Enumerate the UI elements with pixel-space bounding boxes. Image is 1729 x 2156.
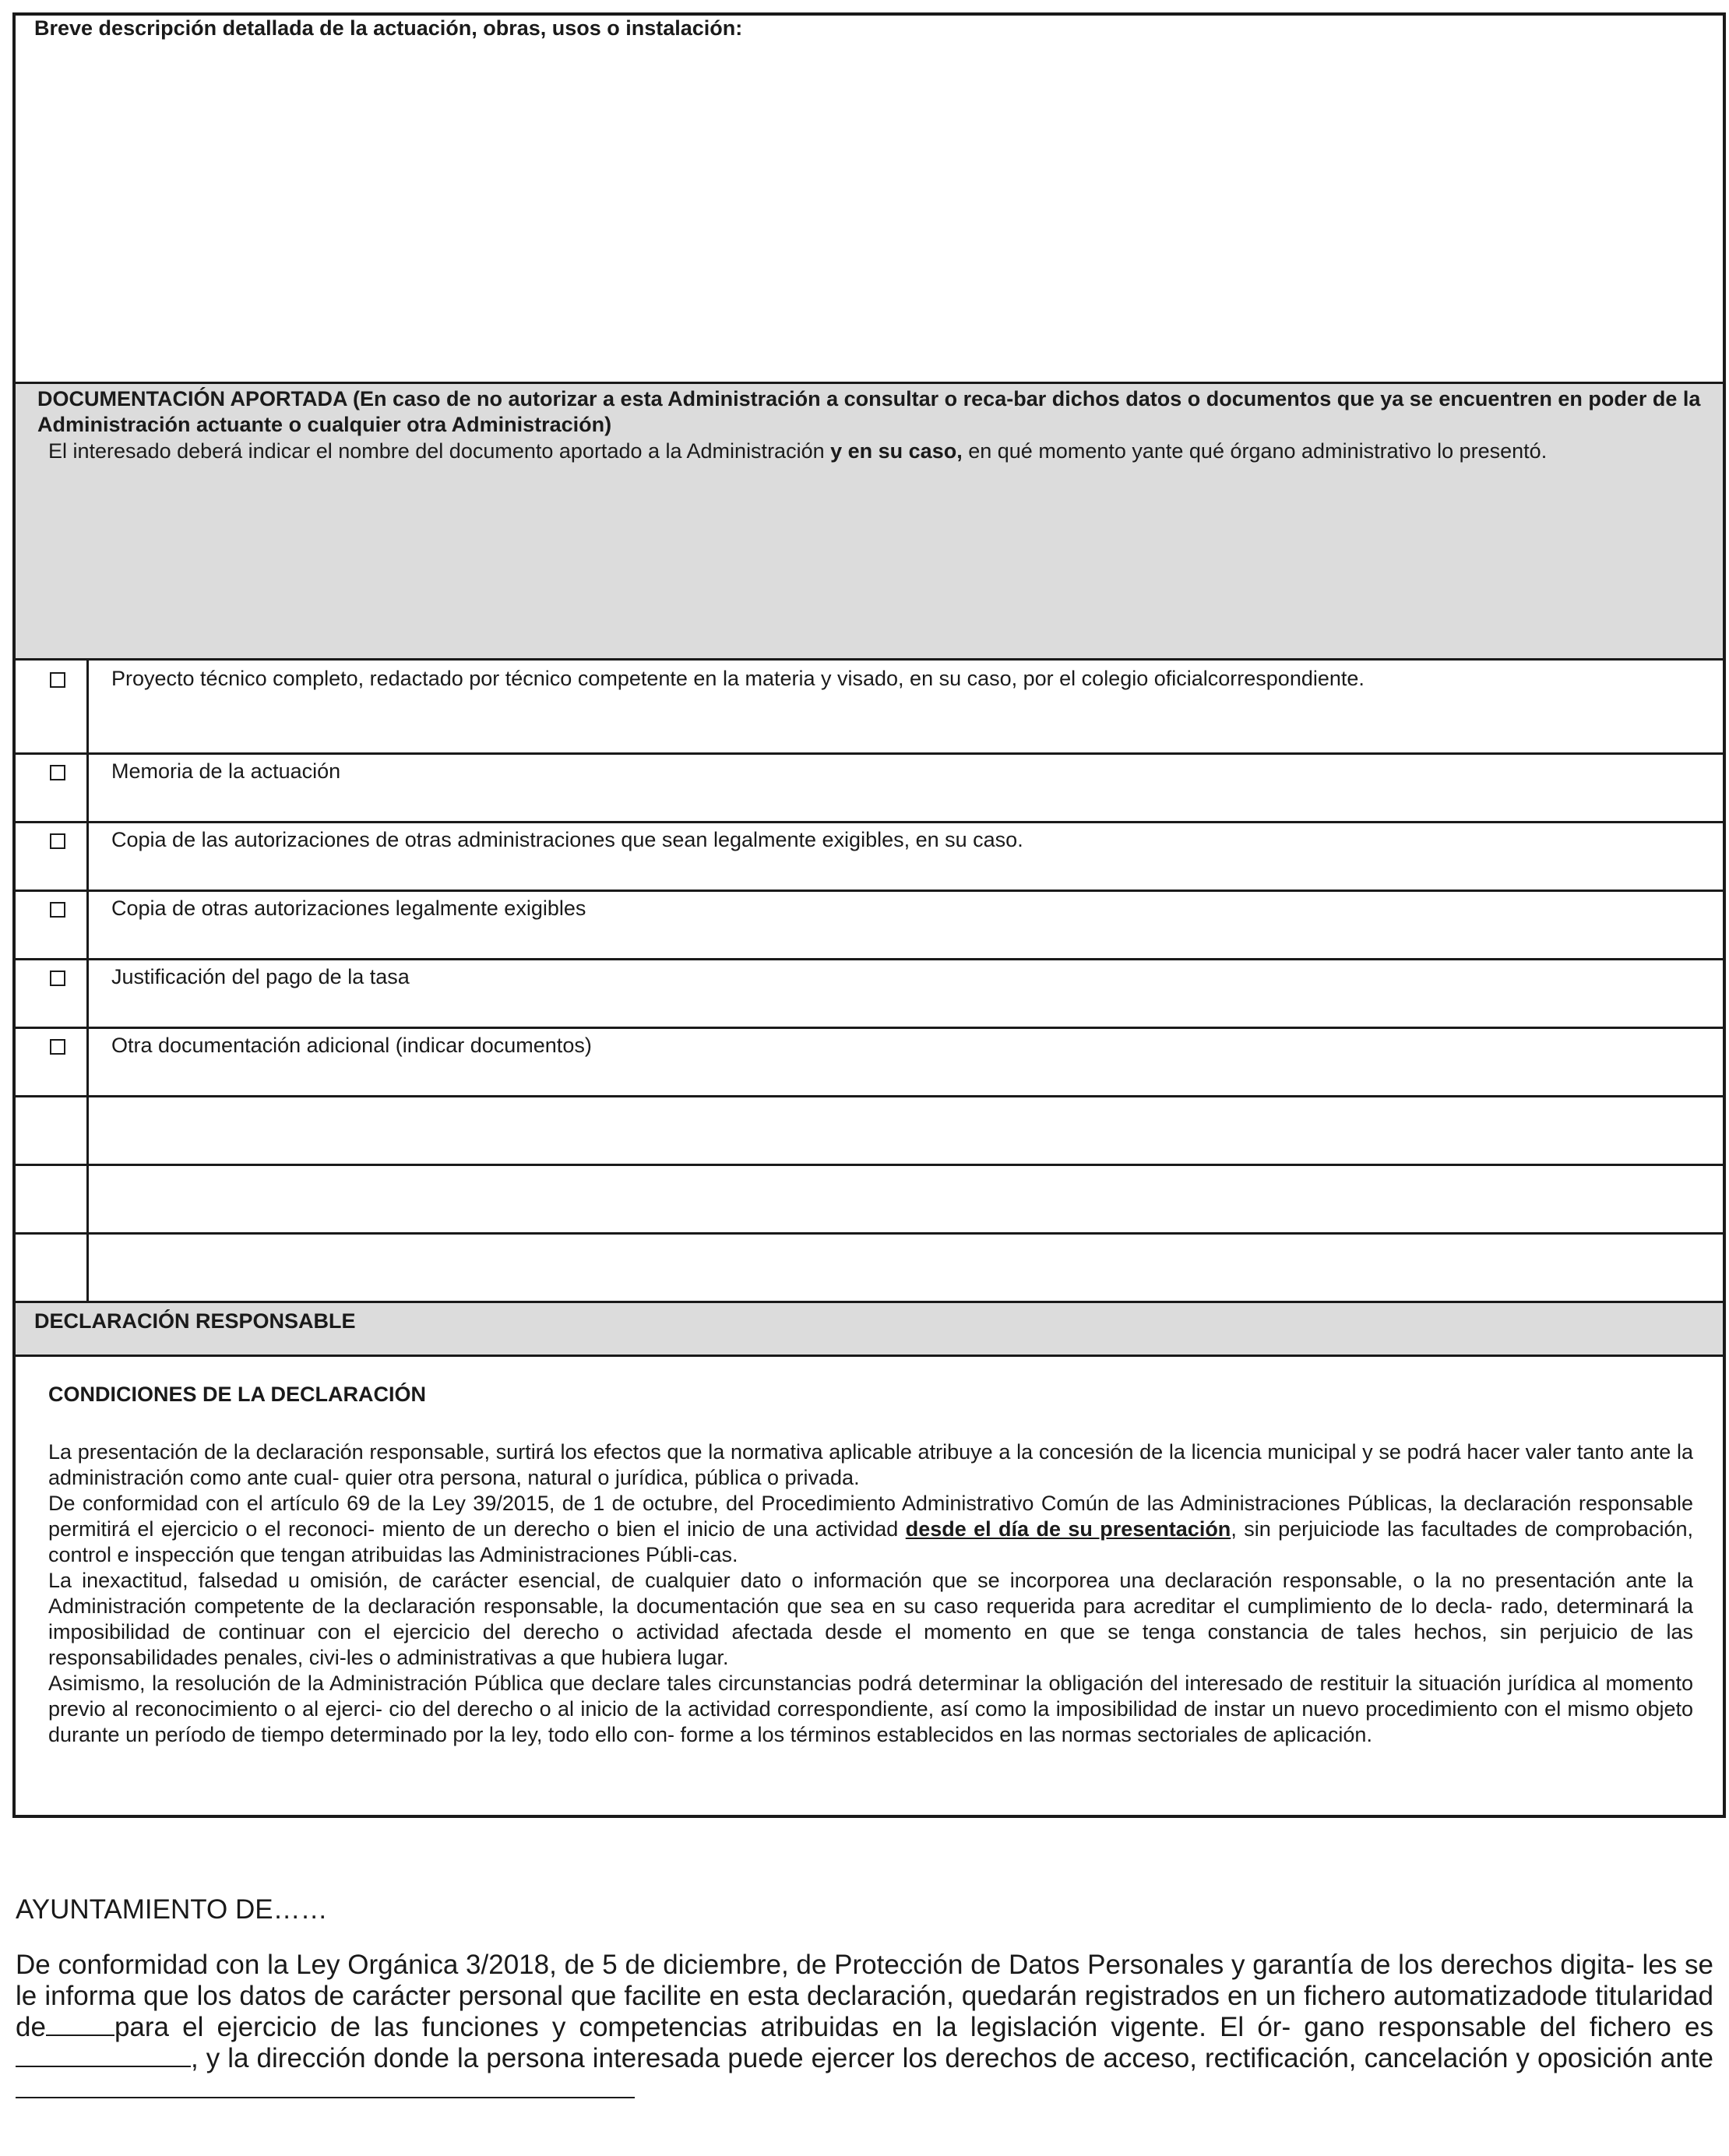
note-text: El interesado deberá indicar el nombre del documento aportado a la Administración xyxy=(48,439,825,463)
extra-document-input[interactable] xyxy=(89,1166,1723,1232)
note-text-end: en qué momento yante qué órgano administrativo lo presentó. xyxy=(968,439,1548,463)
direccion-blank[interactable] xyxy=(16,2096,635,2098)
checkbox-memoria[interactable] xyxy=(50,765,65,780)
note-bold-text: y en su caso, xyxy=(830,439,963,463)
row-divider xyxy=(16,890,1726,892)
checkbox-otras-autorizaciones[interactable] xyxy=(50,902,65,918)
paragraph-text: , sin perjuiciode las facultades de comprobación, control e inspección que tengan atribuidas las Administraciones Públi-cas. xyxy=(48,1517,1693,1566)
paragraph-emphasis: desde el día de su presentación xyxy=(905,1517,1231,1541)
checkbox-pago-tasa[interactable] xyxy=(50,971,65,986)
divider xyxy=(16,382,1726,384)
row-divider xyxy=(16,752,1726,755)
checkbox-proyecto-tecnico[interactable] xyxy=(50,672,65,688)
documentacion-note xyxy=(48,439,1715,464)
ayuntamiento-title: AYUNTAMIENTO DE…… xyxy=(16,1894,328,1925)
checklist-item-label: Memoria de la actuación xyxy=(111,759,341,783)
organo-responsable-blank[interactable] xyxy=(16,2065,191,2067)
footer-text: De conformidad con la Ley Orgánica 3/2018, de 5 de diciembre, de Protección de Datos Personales y garantía de los derechos digita- les se le informa que los datos de carácter personal que facilite en esta declaración, quedarán registrados en un fichero automatizadode titularidad de xyxy=(16,1950,1713,2042)
condiciones-body xyxy=(48,1439,1693,1748)
description-label: Breve descripción detallada de la actuación, obras, usos o instalación: xyxy=(34,16,743,40)
checklist-item-label: Copia de las autorizaciones de otras administraciones que sean legalmente exigibles, en su caso. xyxy=(111,828,1023,851)
condiciones-paragraph: La presentación de la declaración responsable, surtirá los efectos que la normativa aplicable atribuye a la concesión de la licencia municipal y se podrá hacer valer tanto ante la administración como ante cual- quier otra persona, natural o jurídica, pública o privada. xyxy=(48,1440,1693,1489)
checkbox-otra-documentacion[interactable] xyxy=(50,1039,65,1055)
checklist-item-label: Proyecto técnico completo, redactado por técnico competente en la materia y visado, en su caso, por el colegio oficialcorrespondiente. xyxy=(111,667,1365,690)
titularidad-blank[interactable] xyxy=(46,2034,114,2036)
data-protection-text xyxy=(16,1950,1713,2105)
extra-document-input[interactable] xyxy=(89,1235,1723,1301)
checklist-item-label: Otra documentación adicional (indicar documentos) xyxy=(111,1034,592,1057)
row-divider xyxy=(16,821,1726,823)
divider xyxy=(16,1355,1726,1357)
paragraph-text: De conformidad con el artículo 69 de la Ley 39/2015, de 1 de octubre, del Procedimiento Administrativo Común de las Administraciones Públicas, la declaración responsable permitirá el ejercicio o el reconoci- miento de un derecho o bien el inicio de una actividad xyxy=(48,1492,1693,1541)
description-input-area[interactable] xyxy=(19,47,1720,382)
extra-document-input[interactable] xyxy=(89,1097,1723,1164)
condiciones-paragraph xyxy=(48,1491,1693,1568)
declaracion-heading: DECLARACIÓN RESPONSABLE xyxy=(34,1309,356,1333)
condiciones-paragraph: Asimismo, la resolución de la Administración Pública que declare tales circunstancias podrá determinar la obligación del interesado de restituir la situación jurídica al momento previo al reconocimiento o al ejerci- cio del derecho o al inicio de la actividad correspondiente, así como la imposibilidad de instar un nuevo procedimiento con el mismo objeto durante un período de tiempo determinado por la ley, todo ello con- forme a los términos establecidos en las normas sectoriales de aplicación. xyxy=(48,1672,1693,1746)
documentacion-heading: DOCUMENTACIÓN APORTADA (En caso de no autorizar a esta Administración a consultar o reca-bar dichos datos o documentos que ya se encuentren en poder de la Administración actuante o cualquier otra Administración) xyxy=(37,387,1701,436)
condiciones-paragraph: La inexactitud, falsedad u omisión, de carácter esencial, de cualquier dato o información que se incorporea una declaración responsable, o la no presentación ante la Administración competente de la declaración responsable, la documentación que sea en su caso requerida para acreditar el cumplimiento de lo decla- rado, determinará la imposibilidad de continuar con el ejercicio del derecho o actividad afectada desde el momento en que se tenga constancia de tales hechos, sin perjuicio de las responsabilidades penales, civi-les o administrativas a que hubiera lugar. xyxy=(48,1569,1693,1669)
divider xyxy=(16,658,1726,661)
checklist-item-label: Copia de otras autorizaciones legalmente exigibles xyxy=(111,897,586,920)
footer-text: para el ejercicio de las funciones y competencias atribuidas en la legislación vigente. El ór- gano responsable del fichero es xyxy=(114,2012,1713,2042)
condiciones-heading: CONDICIONES DE LA DECLARACIÓN xyxy=(48,1383,427,1406)
row-divider xyxy=(16,1027,1726,1029)
checkbox-autorizaciones-administraciones[interactable] xyxy=(50,833,65,849)
footer-text: , y la dirección donde la persona interesada puede ejercer los derechos de acceso, rectificación, cancelación y oposición ante xyxy=(191,2043,1713,2073)
checklist-item-label: Justificación del pago de la tasa xyxy=(111,965,410,988)
row-divider xyxy=(16,958,1726,960)
